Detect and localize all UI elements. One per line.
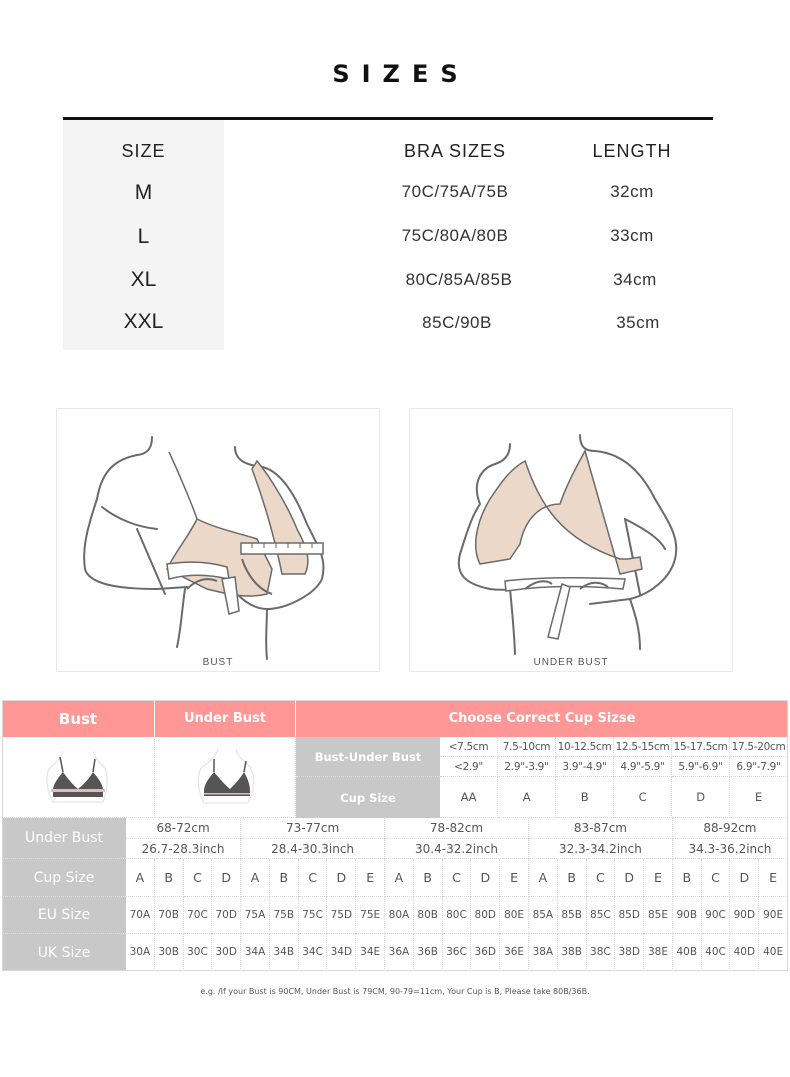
eu-size-cell: 85A: [529, 897, 558, 934]
under-bust-image-cell: [155, 737, 296, 818]
eu-size-cell: 75D: [327, 897, 356, 934]
bust-measure-illustration: [56, 408, 380, 672]
uk-size-cell: 36D: [471, 934, 500, 971]
bra-sizes-cell: 80C/85A/85B: [405, 270, 513, 289]
uk-size-cell: 36B: [414, 934, 443, 971]
bust-under-bust-label: Bust-Under Bust: [296, 737, 440, 777]
cup-letter-cell: A: [241, 859, 270, 897]
diff-cm-cell: 10-12.5cm: [556, 737, 614, 757]
uk-size-cell: 34D: [327, 934, 356, 971]
cup-letter-cell: B: [558, 859, 587, 897]
eu-size-cell: 70C: [184, 897, 213, 934]
uk-size-cell: 38D: [615, 934, 644, 971]
bra-sizes-cell: 85C/90B: [422, 313, 492, 332]
bust-caption: BUST: [202, 657, 234, 668]
bust-measure-drawing: [57, 409, 381, 673]
cup-size-label: Cup Size: [296, 777, 440, 818]
under-bust-cm-cell: 78-82cm: [385, 818, 529, 839]
page-title: SIZES: [332, 60, 470, 88]
bra-under-bust-icon: [190, 747, 260, 807]
cup-size-row-label: Cup Size: [2, 859, 126, 897]
uk-size-cell: 36C: [443, 934, 472, 971]
length-cell: 32cm: [610, 182, 654, 201]
eu-size-cell: 70B: [155, 897, 184, 934]
diff-cup-cell: E: [730, 777, 788, 818]
size-cell: M: [134, 181, 153, 204]
under-bust-cm-cell: 88-92cm: [673, 818, 788, 839]
eu-size-cell: 90C: [702, 897, 731, 934]
bra-sizes-cell: 75C/80A/80B: [401, 226, 509, 245]
diff-cm-cell: 17.5-20cm: [730, 737, 788, 757]
uk-size-row-label: UK Size: [2, 934, 126, 971]
eu-size-cell: 90B: [673, 897, 702, 934]
diff-cup-cell: AA: [440, 777, 498, 818]
under-bust-inch-cell: 30.4-32.2inch: [385, 839, 529, 859]
cup-letter-cell: D: [615, 859, 644, 897]
uk-size-cell: 38E: [644, 934, 673, 971]
diff-cm-cell: 15-17.5cm: [672, 737, 730, 757]
length-cell: 34cm: [613, 270, 657, 289]
length-header: LENGTH: [592, 141, 672, 161]
cup-letter-cell: A: [385, 859, 414, 897]
uk-size-cell: 38B: [558, 934, 587, 971]
diff-cup-cell: A: [498, 777, 556, 818]
eu-size-cell: 75B: [270, 897, 299, 934]
size-header: SIZE: [121, 141, 166, 161]
under-bust-header: Under Bust: [155, 700, 296, 737]
bust-image-cell: [2, 737, 155, 818]
cup-letter-cell: B: [414, 859, 443, 897]
under-bust-inch-cell: 34.3-36.2inch: [673, 839, 788, 859]
cup-letter-cell: D: [730, 859, 759, 897]
length-cell: 33cm: [610, 226, 654, 245]
under-bust-cm-cell: 68-72cm: [126, 818, 241, 839]
eu-size-cell: 80E: [500, 897, 529, 934]
cup-letter-cell: C: [587, 859, 616, 897]
cup-letter-cell: C: [184, 859, 213, 897]
cup-letter-cell: D: [327, 859, 356, 897]
uk-size-cell: 40B: [673, 934, 702, 971]
under-bust-measure-drawing: [410, 409, 734, 673]
eu-size-cell: 85C: [587, 897, 616, 934]
uk-size-cell: 40C: [702, 934, 731, 971]
bra-sizes-header: BRA SIZES: [403, 141, 507, 161]
uk-size-cell: 30D: [212, 934, 241, 971]
cup-letter-cell: B: [155, 859, 184, 897]
uk-size-cell: 34B: [270, 934, 299, 971]
diff-inch-cell: 2.9"-3.9": [498, 757, 556, 777]
cup-letter-cell: E: [500, 859, 529, 897]
eu-size-cell: 70A: [126, 897, 155, 934]
cup-letter-cell: E: [356, 859, 385, 897]
diff-inch-cell: <2.9": [440, 757, 498, 777]
eu-size-cell: 75C: [299, 897, 328, 934]
eu-size-cell: 85B: [558, 897, 587, 934]
diff-cup-cell: B: [556, 777, 614, 818]
cup-letter-cell: D: [471, 859, 500, 897]
cup-letter-cell: B: [673, 859, 702, 897]
diff-inch-cell: 3.9"-4.9": [556, 757, 614, 777]
eu-size-cell: 80D: [471, 897, 500, 934]
uk-size-cell: 38A: [529, 934, 558, 971]
diff-inch-cell: 5.9"-6.9": [672, 757, 730, 777]
uk-size-cell: 34C: [299, 934, 328, 971]
uk-size-cell: 36E: [500, 934, 529, 971]
eu-size-cell: 85D: [615, 897, 644, 934]
diff-inch-cell: 4.9"-5.9": [614, 757, 672, 777]
diff-cm-cell: <7.5cm: [440, 737, 498, 757]
cup-letter-cell: E: [644, 859, 673, 897]
diff-cm-cell: 12.5-15cm: [614, 737, 672, 757]
eu-size-row-label: EU Size: [2, 897, 126, 934]
cup-letter-cell: C: [702, 859, 731, 897]
diff-cup-cell: D: [672, 777, 730, 818]
cup-letter-cell: E: [759, 859, 788, 897]
bra-sizes-cell: 70C/75A/75B: [401, 182, 509, 201]
example-note: e.g. /If your Bust is 90CM, Under Bust is 79CM, 90-79=11cm, Your Cup is B, Please take 80B/36B.: [200, 987, 590, 996]
cup-letter-cell: D: [212, 859, 241, 897]
uk-size-cell: 36A: [385, 934, 414, 971]
cup-size-chart: [2, 700, 788, 971]
bust-header: Bust: [2, 700, 155, 737]
uk-size-cell: 34E: [356, 934, 385, 971]
under-bust-inch-cell: 28.4-30.3inch: [241, 839, 385, 859]
under-bust-row-label: Under Bust: [2, 818, 126, 859]
eu-size-cell: 85E: [644, 897, 673, 934]
cup-letter-cell: A: [529, 859, 558, 897]
eu-size-cell: 75A: [241, 897, 270, 934]
eu-size-cell: 90E: [759, 897, 788, 934]
choose-cup-header: Choose Correct Cup Sizse: [296, 700, 788, 737]
cup-letter-cell: C: [443, 859, 472, 897]
uk-size-cell: 40E: [759, 934, 788, 971]
diff-inch-cell: 6.9"-7.9": [730, 757, 788, 777]
under-bust-cm-cell: 73-77cm: [241, 818, 385, 839]
uk-size-cell: 30B: [155, 934, 184, 971]
cup-letter-cell: A: [126, 859, 155, 897]
under-bust-inch-cell: 26.7-28.3inch: [126, 839, 241, 859]
size-cell: L: [137, 225, 150, 248]
under-bust-cm-cell: 83-87cm: [529, 818, 673, 839]
eu-size-cell: 80C: [443, 897, 472, 934]
diff-cm-cell: 7.5-10cm: [498, 737, 556, 757]
cup-letter-cell: C: [299, 859, 328, 897]
eu-size-cell: 70D: [212, 897, 241, 934]
uk-size-cell: 30C: [184, 934, 213, 971]
size-cell: XXL: [123, 310, 164, 333]
under-bust-measure-illustration: [409, 408, 733, 672]
cup-letter-cell: B: [270, 859, 299, 897]
under-bust-caption: UNDER BUST: [533, 657, 609, 668]
eu-size-cell: 90D: [730, 897, 759, 934]
bra-bust-icon: [43, 747, 113, 807]
uk-size-cell: 40D: [730, 934, 759, 971]
diff-cup-cell: C: [614, 777, 672, 818]
uk-size-cell: 38C: [587, 934, 616, 971]
uk-size-cell: 30A: [126, 934, 155, 971]
uk-size-cell: 34A: [241, 934, 270, 971]
under-bust-inch-cell: 32.3-34.2inch: [529, 839, 673, 859]
eu-size-cell: 80B: [414, 897, 443, 934]
length-cell: 35cm: [616, 313, 660, 332]
eu-size-cell: 75E: [356, 897, 385, 934]
size-cell: XL: [130, 268, 157, 291]
eu-size-cell: 80A: [385, 897, 414, 934]
